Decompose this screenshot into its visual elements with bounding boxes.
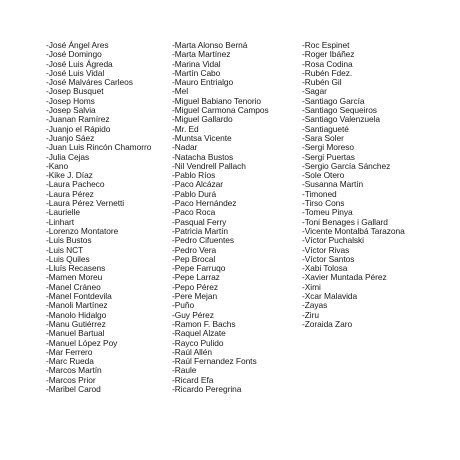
name-entry: -Muntsa Vicente [172, 132, 232, 143]
name-entry: -Santiago Valenzuela [302, 114, 380, 125]
name-entry: -José Malváres Carleos [46, 77, 133, 88]
name-entry: -Miguel Babiano Tenorio [172, 95, 262, 106]
name-entry: -Luis Quiles [46, 253, 90, 264]
name-entry: -Santiago García [302, 95, 365, 106]
name-entry: -Manu Gutiérrez [46, 318, 106, 329]
names-column-2 [172, 41, 269, 394]
name-entry: -Paco Alcázar [172, 179, 224, 190]
name-entry: -Miguel Gallardo [172, 114, 233, 125]
names-column-3 [302, 41, 405, 329]
names-column-1 [46, 41, 151, 394]
name-entry: -Raquel Alzate [172, 328, 226, 339]
name-entry: -Manel Cráneo [46, 281, 101, 292]
name-entry: -Mamen Moreu [46, 272, 103, 283]
name-entry: -Manuel López Poy [46, 337, 118, 348]
name-entry: -Josep Busquet [46, 86, 104, 97]
name-entry: -Víctor Puchalski [302, 235, 364, 246]
name-entry: -Xabi Tolosa [302, 263, 348, 274]
name-entry: -Miguel Carmona Campos [172, 105, 269, 116]
name-entry: -Patricia Martín [172, 225, 228, 236]
name-entry: -Ricardo Peregrina [172, 383, 242, 394]
name-entry: -José Luis Ágreda [46, 58, 113, 69]
name-entry: -Laura Pérez Vernetti [46, 198, 125, 209]
name-entry: -Marta Martínez [172, 49, 231, 60]
name-entry: -Mel [172, 86, 189, 97]
name-entry: -Susanna Martín [302, 179, 364, 190]
name-entry: -Mr. Ed [172, 123, 199, 134]
name-entry: -Laura Pacheco [46, 179, 105, 190]
name-entry: -Mauro Entrialgo [172, 77, 234, 88]
name-entry: -Tomeu Pinya [302, 207, 353, 218]
name-entry: -Raule [172, 365, 197, 376]
name-entry: -Roger Ibáñez [302, 49, 355, 60]
name-entry: -Sara Soler [302, 132, 344, 143]
name-entry: -Marc Rueda [46, 356, 94, 367]
name-entry: -Laura Pérez [46, 188, 94, 199]
name-entry: -Pablo Ríos [172, 170, 216, 181]
name-entry: -Rubén Gil [302, 77, 342, 88]
name-entry: -Guy Pérez [172, 309, 214, 320]
name-entry: -Josep Homs [46, 95, 95, 106]
name-entry: -Pep Brocal [172, 253, 216, 264]
name-entry: -Víctor Rivas [302, 244, 350, 255]
name-entry: -Paco Roca [172, 207, 216, 218]
name-entry: -Manoli Martínez [46, 300, 108, 311]
name-entry: -Kano [46, 160, 69, 171]
name-entry: -Ziru [302, 309, 319, 320]
name-entry: -Pepe Larraz [172, 272, 220, 283]
name-entry: -Josep Salvia [46, 105, 96, 116]
name-entry: -Martín Cabo [172, 67, 221, 78]
name-entry: -Paco Hernández [172, 198, 237, 209]
name-entry: -Luis NCT [46, 244, 84, 255]
name-entry: -Marina Vidal [172, 58, 221, 69]
name-entry: -Pedro Cifuentes [172, 235, 235, 246]
name-entry: -Ximi [302, 281, 321, 292]
name-entry: -Pepo Pérez [172, 281, 219, 292]
name-entry: -Santiagueté [302, 123, 349, 134]
name-entry: -Tirso Cons [302, 198, 345, 209]
name-entry: -Natacha Bustos [172, 151, 234, 162]
name-entry: -Rubén Fdez. [302, 67, 353, 78]
name-entry: -Sergi Moreso [302, 142, 354, 153]
name-entry: -Pasqual Ferry [172, 216, 227, 227]
name-entry: -Pere Mejan [172, 291, 218, 302]
name-entry: -Sagar [302, 86, 327, 97]
name-entry: -Pepe Farruqo [172, 263, 226, 274]
name-entry: -Marta Alonso Berná [172, 40, 248, 50]
name-entry: -Toni Benages i Gallard [302, 216, 388, 227]
name-entry: -José Ángel Ares [46, 40, 109, 50]
name-entry: -Marcos Martín [46, 365, 102, 376]
name-entry: -Maribel Carod [46, 383, 101, 394]
name-entry: -Manel Fontdevila [46, 291, 112, 302]
name-entry: -Nadar [172, 142, 198, 153]
name-entry: -Timoned [302, 188, 337, 199]
name-entry: -Luis Bustos [46, 235, 92, 246]
name-entry: -Rosa Codina [302, 58, 353, 69]
name-entry: -Víctor Santos [302, 253, 355, 264]
name-entry: -Laurielle [46, 207, 80, 218]
name-entry: -Ricard Efa [172, 374, 214, 385]
name-entry: -Linhart [46, 216, 74, 227]
name-entry: -Sergio García Sánchez [302, 160, 391, 171]
name-entry: -Sergi Puertas [302, 151, 355, 162]
name-entry: -Lluís Recasens [46, 263, 106, 274]
name-entry: -Juanan Ramírez [46, 114, 110, 125]
name-entry: -Nil Vendrell Pallach [172, 160, 246, 171]
name-entry: -José Luis Vidal [46, 67, 105, 78]
name-entry: -Kike J. Díaz [46, 170, 93, 181]
name-entry: -Puño [172, 300, 195, 311]
name-entry: -Manolo Hidalgo [46, 309, 107, 320]
name-entry: -Julia Cejas [46, 151, 90, 162]
name-entry: -Ramon F. Bachs [172, 318, 236, 329]
name-entry: -Mar Ferrero [46, 346, 93, 357]
name-entry: -Pedro Vera [172, 244, 217, 255]
name-entry: -Xavier Muntada Pérez [302, 272, 387, 283]
name-entry: -Pablo Durá [172, 188, 217, 199]
name-entry: -José Domingo [46, 49, 102, 60]
name-entry: -Zayas [302, 300, 328, 311]
name-entry: -Marcos Prior [46, 374, 96, 385]
name-entry: -Xcar Malavida [302, 291, 358, 302]
name-entry: -Juan Luis Rincón Chamorro [46, 142, 152, 153]
name-entry: -Raúl Fernandez Fonts [172, 356, 257, 367]
name-entry: -Santiago Sequeiros [302, 105, 377, 116]
name-entry: -Manuel Bartual [46, 328, 105, 339]
name-entry: -Rayco Pulido [172, 337, 224, 348]
name-entry: -Raúl Allén [172, 346, 212, 357]
name-entry: -Juanjo Sáez [46, 132, 95, 143]
name-entry: -Roc Espinet [302, 40, 350, 50]
name-entry: -Juanjo el Rápido [46, 123, 111, 134]
name-entry: -Zoraida Zaro [302, 318, 353, 329]
name-entry: -Sole Otero [302, 170, 345, 181]
name-entry: -Lorenzo Montatore [46, 225, 119, 236]
name-entry: -Vicente Montalbá Tarazona [302, 225, 405, 236]
